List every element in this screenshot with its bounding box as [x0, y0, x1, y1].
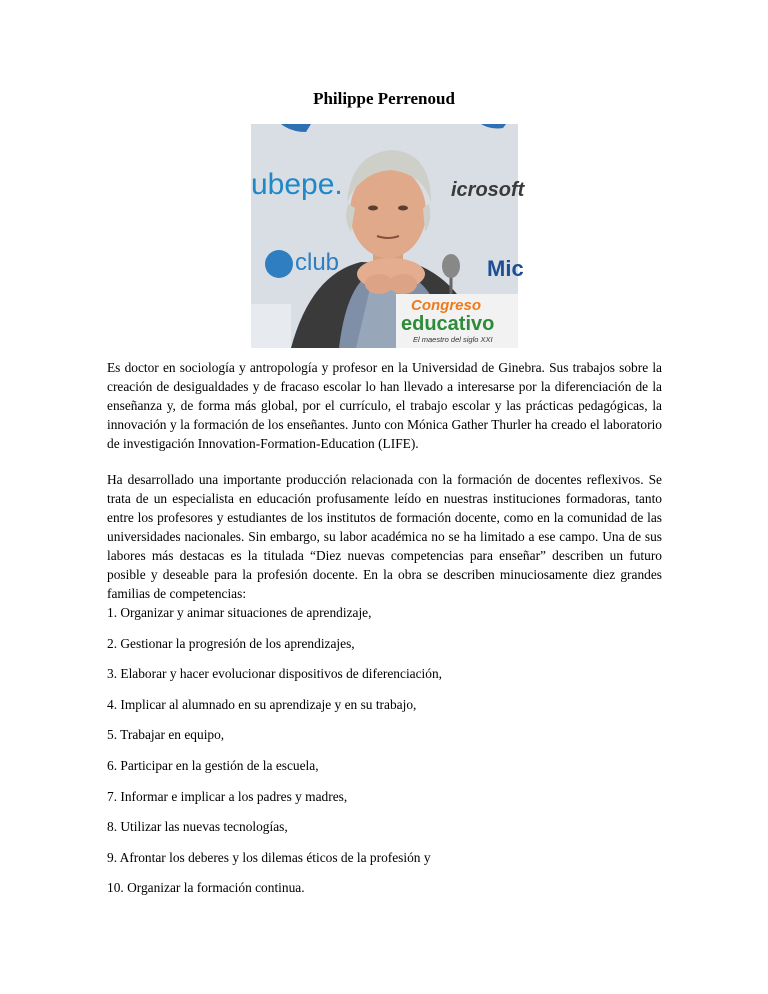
logo-mic: Mic: [487, 256, 524, 281]
portrait-photo: [251, 124, 525, 348]
banner-subtitle: El maestro del siglo XXI: [413, 335, 493, 344]
list-item: 2. Gestionar la progresión de los aprendizajes,: [107, 635, 355, 651]
logo-club: club: [295, 249, 340, 276]
competencias-list: [107, 603, 662, 909]
bio-paragraph-2: Ha desarrollado una importante producción relacionada con la formación de docentes reflexivos. Se trata de un especialista en educación profusamente leído en nuestras instituciones formadoras, tanto entre los profesores y estudiantes de los institutos de formación docente, como en la comunidad de las universidades nacionales. Sin embargo, su labor académica no se ha limitado a ese campo. Una de sus labores más destacas es la titulada “Diez nuevas competencias para enseñar” describen un futuro posible y deseable para la profesión docente. En la obra se describen minuciosamente diez grandes familias de competencias:: [107, 472, 662, 601]
logo-microsoft: icrosoft: [451, 179, 525, 201]
list-item: 5. Trabajar en equipo,: [107, 727, 225, 743]
portrait-illustration: [251, 124, 525, 348]
banner-educativo: educativo: [401, 313, 495, 335]
list-item: 3. Elaborar y hacer evolucionar dispositivos de diferenciación,: [107, 666, 443, 682]
page-title: Philippe Perrenoud: [313, 89, 455, 108]
list-item: 6. Participar en la gestión de la escuela,: [107, 757, 319, 773]
list-item: 1. Organizar y animar situaciones de aprendizaje,: [107, 605, 372, 620]
logo-ubepe: ubepe.: [251, 168, 343, 201]
bio-paragraph-1: Es doctor en sociología y antropología y profesor en la Universidad de Ginebra. Sus trabajos sobre la creación de desigualdades y de fracaso escolar lo han llevado a interesarse por la diferenciación de la enseñanza y, de forma más global, por el currículo, el trabajo escolar y las prácticas pedagógicas, la innovación y la formación de los enseñantes. Junto con Mónica Gather Thurler ha creado el laboratorio de investigación Innovation-Formation-Education (LIFE).: [107, 360, 662, 451]
list-item: 4. Implicar al alumnado en su aprendizaje y en su trabajo,: [107, 696, 417, 712]
list-item: 9. Afrontar los deberes y los dilemas éticos de la profesión y: [107, 849, 431, 865]
logo-e-circle: [265, 250, 293, 278]
list-item: 8. Utilizar las nuevas tecnologías,: [107, 819, 288, 835]
banner-congreso: Congreso: [411, 297, 482, 314]
list-item: 10. Organizar la formación continua.: [107, 880, 305, 896]
list-item: 7. Informar e implicar a los padres y madres,: [107, 788, 348, 804]
